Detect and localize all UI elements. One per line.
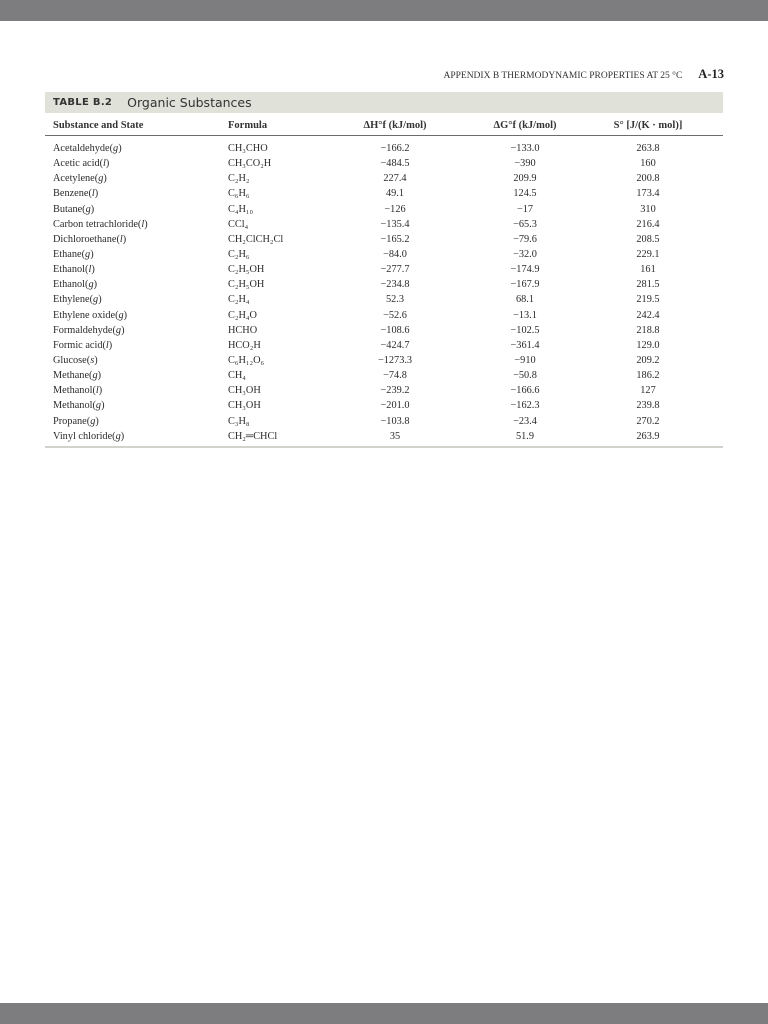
running-head xyxy=(443,67,724,82)
table-row xyxy=(45,247,723,262)
table-row xyxy=(45,141,723,156)
organic-substances-table xyxy=(45,113,723,448)
substance-phase: g xyxy=(85,203,91,215)
substance-cell: Methanol(g) xyxy=(53,400,105,412)
table-row xyxy=(45,353,723,368)
formula-cell: CH₃OH xyxy=(228,400,261,412)
formula-cell: C₃H₈ xyxy=(228,415,250,427)
enthalpy-cell: −166.2 xyxy=(380,143,410,154)
formula-cell: CH₃CO₂H xyxy=(228,158,272,170)
gibbs-cell: −23.4 xyxy=(513,415,537,427)
formula-cell: CH₃CHO xyxy=(228,143,268,154)
substance-phase: g xyxy=(118,309,124,321)
entropy-cell: 129.0 xyxy=(636,339,660,351)
substance-name: Benzene xyxy=(53,188,89,200)
substance-name: Methanol xyxy=(53,400,93,412)
table-body xyxy=(45,136,723,444)
enthalpy-cell: −165.2 xyxy=(380,233,410,245)
substance-cell: Ethylene(g) xyxy=(53,294,102,306)
gibbs-cell: −361.4 xyxy=(510,339,540,351)
entropy-cell: 127 xyxy=(640,385,656,397)
substance-phase: g xyxy=(88,279,94,291)
substance-cell: Acetic acid(l) xyxy=(53,158,110,170)
gibbs-cell: −390 xyxy=(514,158,536,170)
table-row xyxy=(45,232,723,247)
substance-phase: l xyxy=(95,385,99,397)
substance-name: Methanol xyxy=(53,385,93,397)
substance-name: Formaldehyde xyxy=(53,324,113,336)
entropy-cell: 242.4 xyxy=(636,309,660,321)
enthalpy-cell: −234.8 xyxy=(380,279,410,291)
entropy-cell: 281.5 xyxy=(636,279,660,291)
table-row xyxy=(45,338,723,353)
table-row xyxy=(45,414,723,429)
substance-name: Glucose xyxy=(53,354,87,366)
table-title: Organic Substances xyxy=(127,95,252,110)
formula-cell: C₄H₁₀ xyxy=(228,203,254,215)
substance-phase: g xyxy=(90,415,96,427)
substance-cell: Vinyl chloride(g) xyxy=(53,430,125,442)
substance-cell: Ethanol(g) xyxy=(53,279,98,291)
substance-name: Acetic acid xyxy=(53,158,100,170)
formula-cell: CCl₄ xyxy=(228,218,249,230)
entropy-cell: 239.8 xyxy=(636,400,660,412)
enthalpy-cell: −126 xyxy=(384,203,406,215)
substance-name: Vinyl chloride xyxy=(53,430,113,442)
entropy-cell: 200.8 xyxy=(636,173,660,185)
substance-name: Butane xyxy=(53,203,83,215)
substance-phase: l xyxy=(141,218,145,230)
substance-phase: l xyxy=(88,264,92,276)
substance-cell: Acetylene(g) xyxy=(53,173,107,185)
enthalpy-cell: −484.5 xyxy=(380,158,410,170)
enthalpy-cell: 227.4 xyxy=(383,173,407,185)
enthalpy-cell: 49.1 xyxy=(385,188,405,200)
substance-phase: l xyxy=(119,233,123,245)
table-title-band xyxy=(45,92,723,113)
substance-name: Dichloroethane xyxy=(53,233,117,245)
formula-cell: C₂H₅OH xyxy=(228,264,265,276)
entropy-cell: 270.2 xyxy=(636,415,660,427)
running-head-text: APPENDIX B THERMODYNAMIC PROPERTIES AT 25 °C xyxy=(443,71,683,81)
substance-phase: g xyxy=(98,173,104,185)
entropy-cell: 229.1 xyxy=(636,248,660,260)
table-bottom-rule xyxy=(45,446,723,448)
substance-cell: Acetaldehyde(g) xyxy=(53,143,122,154)
enthalpy-cell: −103.8 xyxy=(380,415,410,427)
gibbs-cell: 209.9 xyxy=(513,173,537,185)
gibbs-cell: −166.6 xyxy=(510,385,540,397)
gibbs-cell: −65.3 xyxy=(513,218,537,230)
table-row xyxy=(45,368,723,383)
substance-cell: Dichloroethane(l) xyxy=(53,233,127,245)
viewer-top-bar xyxy=(0,0,768,21)
substance-cell: Butane(g) xyxy=(53,203,95,215)
enthalpy-cell: −277.7 xyxy=(380,264,410,276)
entropy-cell: 219.5 xyxy=(636,294,660,306)
gibbs-cell: −32.0 xyxy=(513,248,537,260)
substance-name: Carbon tetrachloride xyxy=(53,218,138,230)
entropy-cell: 160 xyxy=(640,158,656,170)
header-gibbs: ΔG°f (kJ/mol) xyxy=(493,120,557,131)
table-row xyxy=(45,429,723,444)
entropy-cell: 218.8 xyxy=(636,324,660,336)
table-row xyxy=(45,202,723,217)
table-row xyxy=(45,383,723,398)
substance-name: Acetaldehyde xyxy=(53,143,110,154)
entropy-cell: 310 xyxy=(640,203,656,215)
formula-cell: HCHO xyxy=(228,324,258,336)
substance-cell: Glucose(s) xyxy=(53,354,98,366)
gibbs-cell: −50.8 xyxy=(513,370,537,382)
formula-cell: C₂H₄ xyxy=(228,294,250,306)
gibbs-cell: −133.0 xyxy=(510,143,540,154)
gibbs-cell: −17 xyxy=(516,203,534,215)
formula-cell: CH₄ xyxy=(228,370,246,382)
substance-phase: s xyxy=(90,354,95,366)
enthalpy-cell: 35 xyxy=(389,430,401,442)
formula-cell: C₂H₂ xyxy=(228,173,250,185)
enthalpy-cell: −239.2 xyxy=(380,385,410,397)
substance-cell: Formaldehyde(g) xyxy=(53,324,125,336)
entropy-cell: 209.2 xyxy=(636,354,660,366)
header-enthalpy: ΔH°f (kJ/mol) xyxy=(363,120,427,131)
gibbs-cell: −79.6 xyxy=(513,233,537,245)
table-row xyxy=(45,277,723,292)
enthalpy-cell: −424.7 xyxy=(380,339,410,351)
page-number: A-13 xyxy=(698,67,724,81)
substance-phase: l xyxy=(91,188,95,200)
gibbs-cell: −174.9 xyxy=(510,264,540,276)
table-row xyxy=(45,217,723,232)
formula-cell: CH₃OH xyxy=(228,385,261,397)
formula-cell: C₆H₆ xyxy=(228,188,250,200)
formula-cell: C₂H₆ xyxy=(228,248,250,260)
gibbs-cell: −13.1 xyxy=(513,309,537,321)
entropy-cell: 263.8 xyxy=(636,143,660,154)
substance-phase: l xyxy=(105,339,109,351)
formula-cell: CH₂ClCH₂Cl xyxy=(228,233,284,245)
gibbs-cell: −162.3 xyxy=(510,400,540,412)
enthalpy-cell: −135.4 xyxy=(380,218,410,230)
entropy-cell: 208.5 xyxy=(636,233,660,245)
substance-phase: g xyxy=(113,143,119,154)
enthalpy-cell: −74.8 xyxy=(383,370,407,382)
substance-name: Formic acid xyxy=(53,339,103,351)
substance-phase: g xyxy=(92,370,98,382)
gibbs-cell: 68.1 xyxy=(515,294,535,306)
substance-cell: Propane(g) xyxy=(53,415,99,427)
table-row xyxy=(45,323,723,338)
entropy-cell: 173.4 xyxy=(636,188,660,200)
entropy-cell: 216.4 xyxy=(636,218,660,230)
gibbs-cell: −102.5 xyxy=(510,324,540,336)
entropy-cell: 161 xyxy=(640,264,656,276)
substance-phase: g xyxy=(95,400,102,412)
table-row xyxy=(45,292,723,307)
formula-cell: C₂H₄O xyxy=(228,309,257,321)
gibbs-cell: 51.9 xyxy=(515,430,535,442)
substance-name: Acetylene xyxy=(53,173,95,185)
substance-name: Ethylene xyxy=(53,294,90,306)
substance-name: Propane xyxy=(53,415,87,427)
substance-name: Methane xyxy=(53,370,90,382)
substance-phase: g xyxy=(115,324,122,336)
formula-cell: C₆H₁₂O₆ xyxy=(228,354,265,366)
substance-cell: Carbon tetrachloride(l) xyxy=(53,218,148,230)
enthalpy-cell: −201.0 xyxy=(380,400,410,412)
substance-name: Ethylene oxide xyxy=(53,309,116,321)
table-row xyxy=(45,308,723,323)
viewer-bottom-bar xyxy=(0,1003,768,1024)
substance-phase: l xyxy=(103,158,106,170)
substance-cell: Methane(g) xyxy=(53,370,102,382)
entropy-cell: 186.2 xyxy=(636,370,660,382)
substance-phase: g xyxy=(93,294,99,306)
header-formula: Formula xyxy=(228,120,268,131)
substance-cell: Benzene(l) xyxy=(53,188,99,200)
substance-name: Ethane xyxy=(53,248,82,260)
substance-cell: Methanol(l) xyxy=(53,385,103,397)
formula-cell: CH₂═CHCl xyxy=(228,430,278,442)
gibbs-cell: −167.9 xyxy=(510,279,540,291)
substance-name: Ethanol xyxy=(53,279,86,291)
formula-cell: C₂H₅OH xyxy=(228,279,265,291)
enthalpy-cell: −108.6 xyxy=(380,324,410,336)
enthalpy-cell: −1273.3 xyxy=(377,354,413,366)
table-header-row xyxy=(45,113,723,136)
table-row xyxy=(45,186,723,201)
substance-phase: g xyxy=(85,248,91,260)
substance-phase: g xyxy=(115,430,121,442)
header-substance: Substance and State xyxy=(53,120,144,131)
substance-cell: Formic acid(l) xyxy=(53,339,113,351)
substance-cell: Ethanol(l) xyxy=(53,264,95,276)
table-row xyxy=(45,171,723,186)
enthalpy-cell: −84.0 xyxy=(383,248,407,260)
gibbs-cell: −910 xyxy=(514,354,536,366)
table-label: TABLE B.2 xyxy=(53,97,113,108)
substance-name: Ethanol xyxy=(53,264,86,276)
gibbs-cell: 124.5 xyxy=(513,188,537,200)
enthalpy-cell: 52.3 xyxy=(385,294,405,306)
header-entropy: S° [J/(K · mol)] xyxy=(613,120,683,131)
enthalpy-cell: −52.6 xyxy=(383,309,407,321)
table-row xyxy=(45,398,723,413)
table-row xyxy=(45,156,723,171)
substance-cell: Ethane(g) xyxy=(53,248,94,260)
formula-cell: HCO₂H xyxy=(228,339,261,351)
substance-cell: Ethylene oxide(g) xyxy=(53,309,128,321)
entropy-cell: 263.9 xyxy=(636,430,660,442)
table-row xyxy=(45,262,723,277)
